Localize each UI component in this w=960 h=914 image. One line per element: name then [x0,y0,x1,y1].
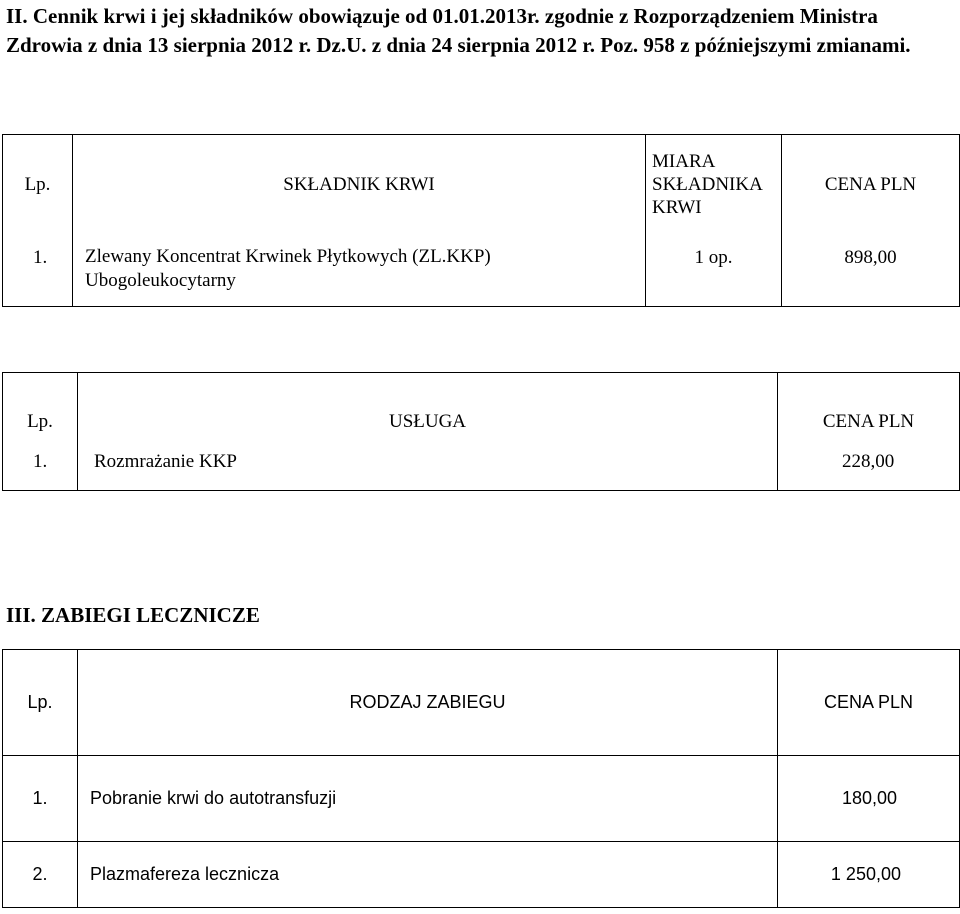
header-lp: Lp. [3,373,78,441]
row-procedure: Plazmafereza lecznicza [78,842,778,908]
header-price: CENA PLN [782,135,960,235]
procedures-table [2,649,960,908]
table-header-row [3,373,960,441]
row-component [73,235,646,307]
row-price: 228,00 [778,441,960,491]
row-measure: 1 op. [646,235,782,307]
row-price: 1 250,00 [778,842,960,908]
row-price: 180,00 [778,756,960,842]
row-component-line1: Zlewany Koncentrat Krwinek Płytkowych (ZL.KKP) [85,245,491,267]
header-measure [646,135,782,235]
row-component-line2: Ubogoleukocytarny [85,269,236,291]
header-price: CENA PLN [778,373,960,441]
row-lp: 1. [3,756,78,842]
row-lp: 1. [3,235,73,307]
header-service: USŁUGA [78,373,778,441]
blood-components-table [2,134,960,307]
header-lp: Lp. [3,135,73,235]
section-title: III. ZABIEGI LECZNICZE [6,603,260,627]
header-component: SKŁADNIK KRWI [73,135,646,235]
header-lp: Lp. [3,650,78,756]
table-row [3,842,960,908]
row-procedure: Pobranie krwi do autotransfuzji [78,756,778,842]
table-header-row [3,650,960,756]
row-price: 898,00 [782,235,960,307]
header-procedure: RODZAJ ZABIEGU [78,650,778,756]
row-lp: 2. [3,842,78,908]
table-header-row [3,135,960,235]
row-service: Rozmrażanie KKP [78,441,778,491]
services-table [2,372,960,491]
header-price: CENA PLN [778,650,960,756]
row-lp: 1. [3,441,78,491]
table-row [3,235,960,307]
table-row [3,756,960,842]
page-title: II. Cennik krwi i jej składników obowiązuje od 01.01.2013r. zgodnie z Rozporządzeniem Ministra Zdrowia z dnia 13 sierpnia 2012 r. Dz.U. z dnia 24 sierpnia 2012 r. Poz. 958 z późniejszymi zmianami. [6,4,911,57]
table-row [3,441,960,491]
header-measure-text: MIARA SKŁADNIKA KRWI [652,151,762,219]
